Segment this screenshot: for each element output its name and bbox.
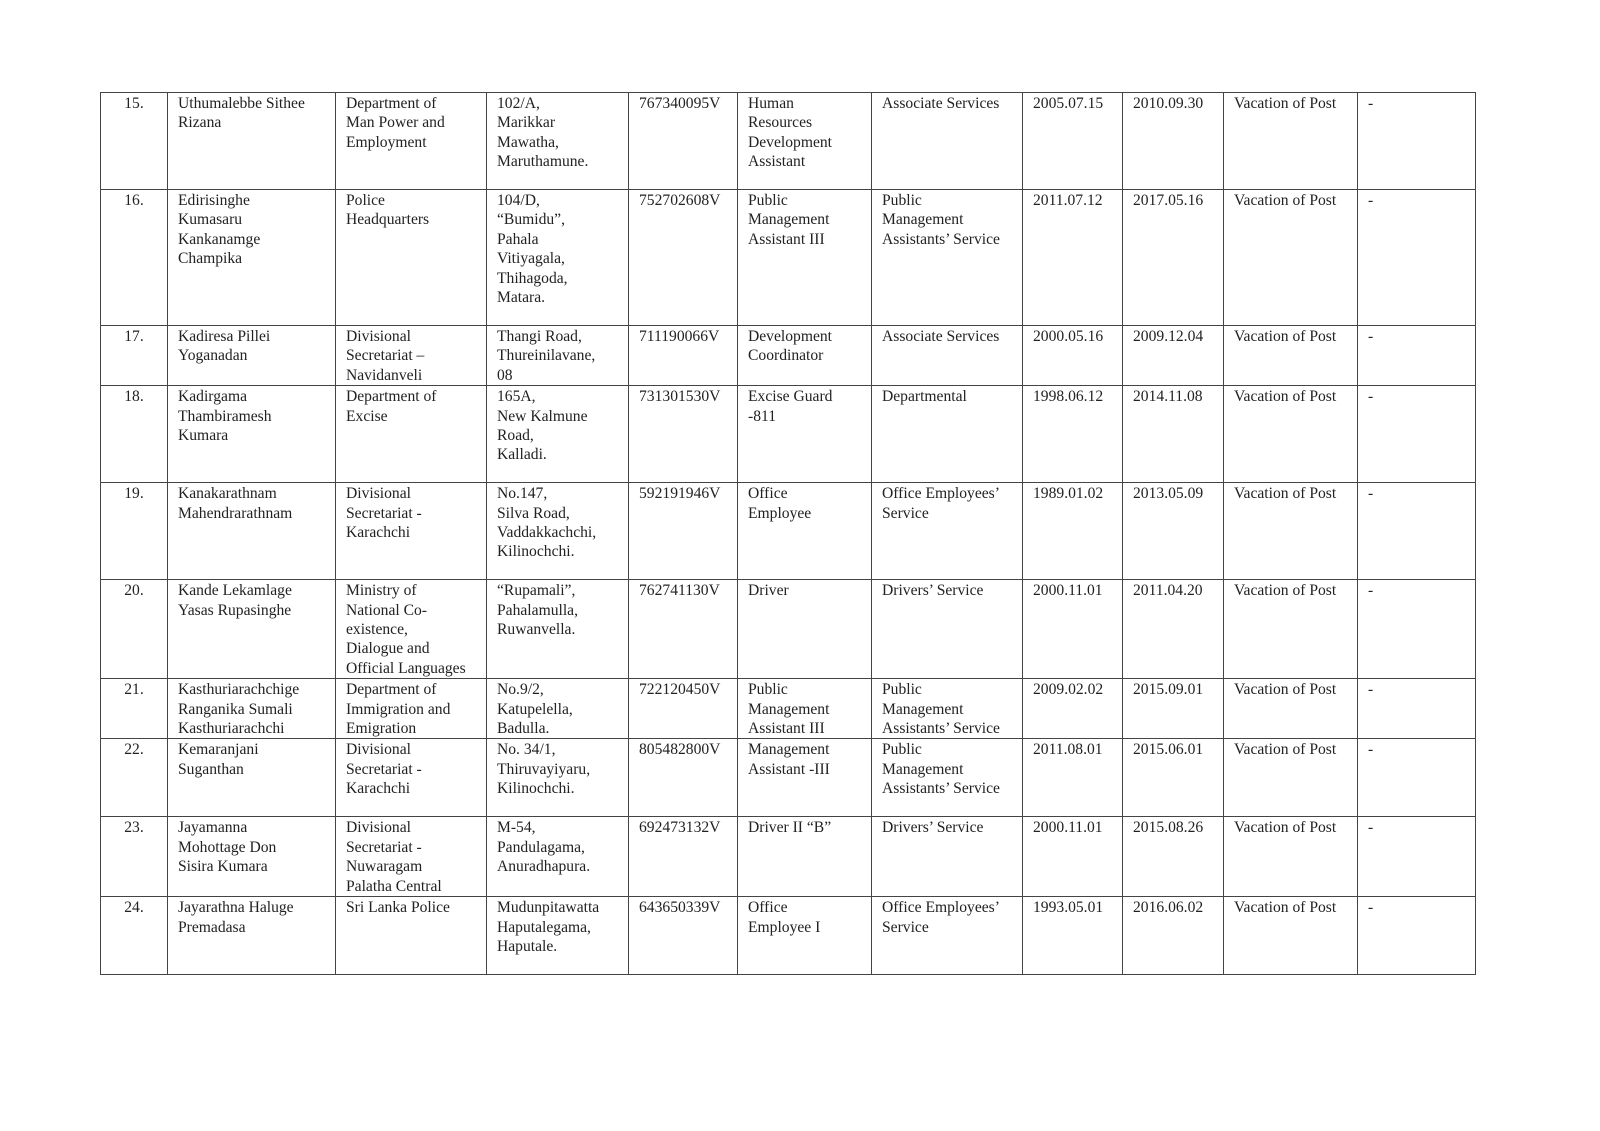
cell-post: Driver [738,580,872,679]
cell-address: No.9/2, Katupelella, Badulla. [487,679,629,739]
cell-reason: Vacation of Post [1224,386,1358,483]
cell-vacated: 2014.11.08 [1123,386,1224,483]
cell-reason: Vacation of Post [1224,326,1358,386]
table-row [101,580,1476,679]
cell-no: 22. [101,739,168,817]
table-row [101,739,1476,817]
cell-service: Drivers’ Service [872,817,1023,897]
cell-post: Office Employee I [738,897,872,975]
cell-nic: 722120450V [629,679,738,739]
cell-nic: 731301530V [629,386,738,483]
cell-no: 19. [101,483,168,580]
cell-address: Mudunpitawatta Haputalegama, Haputale. [487,897,629,975]
cell-remarks: - [1358,739,1476,817]
table-row [101,326,1476,386]
cell-name: Uthumalebbe Sithee Rizana [168,93,336,190]
cell-no: 24. [101,897,168,975]
cell-reason: Vacation of Post [1224,679,1358,739]
cell-post: Driver II “B” [738,817,872,897]
cell-post: Management Assistant -III [738,739,872,817]
cell-reason: Vacation of Post [1224,483,1358,580]
cell-vacated: 2015.08.26 [1123,817,1224,897]
table-row [101,93,1476,190]
cell-address: No.147, Silva Road, Vaddakkachchi, Kilinochchi. [487,483,629,580]
cell-vacated: 2009.12.04 [1123,326,1224,386]
cell-remarks: - [1358,679,1476,739]
cell-remarks: - [1358,326,1476,386]
cell-vacated: 2017.05.16 [1123,190,1224,326]
cell-service: Public Management Assistants’ Service [872,739,1023,817]
cell-remarks: - [1358,817,1476,897]
cell-institution: Divisional Secretariat - Nuwaragam Palatha Central [336,817,487,897]
cell-address: No. 34/1, Thiruvayiyaru, Kilinochchi. [487,739,629,817]
cell-service: Drivers’ Service [872,580,1023,679]
cell-nic: 592191946V [629,483,738,580]
cell-nic: 805482800V [629,739,738,817]
cell-service: Associate Services [872,326,1023,386]
cell-post: Development Coordinator [738,326,872,386]
cell-address: 104/D, “Bumidu”, Pahala Vitiyagala, Thihagoda, Matara. [487,190,629,326]
table-row [101,483,1476,580]
cell-vacated: 2013.05.09 [1123,483,1224,580]
cell-name: Kemaranjani Suganthan [168,739,336,817]
cell-name: Kadiresa Pillei Yoganadan [168,326,336,386]
table-row [101,679,1476,739]
cell-service: Public Management Assistants’ Service [872,190,1023,326]
cell-vacated: 2015.06.01 [1123,739,1224,817]
cell-name: Kanakarathnam Mahendrarathnam [168,483,336,580]
cell-nic: 767340095V [629,93,738,190]
cell-reason: Vacation of Post [1224,190,1358,326]
table-row [101,897,1476,975]
table-row [101,386,1476,483]
cell-post: Excise Guard -811 [738,386,872,483]
cell-appointed: 1989.01.02 [1023,483,1123,580]
cell-post: Office Employee [738,483,872,580]
cell-name: Kadirgama Thambiramesh Kumara [168,386,336,483]
cell-appointed: 2011.07.12 [1023,190,1123,326]
cell-no: 20. [101,580,168,679]
cell-address: “Rupamali”, Pahalamulla, Ruwanvella. [487,580,629,679]
cell-institution: Divisional Secretariat - Karachchi [336,739,487,817]
cell-name: Kasthuriarachchige Ranganika Sumali Kasthuriarachchi [168,679,336,739]
cell-name: Jayamanna Mohottage Don Sisira Kumara [168,817,336,897]
cell-no: 18. [101,386,168,483]
cell-no: 15. [101,93,168,190]
cell-appointed: 2000.11.01 [1023,580,1123,679]
cell-name: Jayarathna Haluge Premadasa [168,897,336,975]
cell-reason: Vacation of Post [1224,93,1358,190]
cell-appointed: 1993.05.01 [1023,897,1123,975]
cell-service: Associate Services [872,93,1023,190]
cell-reason: Vacation of Post [1224,897,1358,975]
cell-reason: Vacation of Post [1224,739,1358,817]
cell-remarks: - [1358,190,1476,326]
cell-institution: Divisional Secretariat – Navidanveli [336,326,487,386]
cell-service: Office Employees’ Service [872,483,1023,580]
cell-reason: Vacation of Post [1224,817,1358,897]
table-row [101,190,1476,326]
cell-remarks: - [1358,580,1476,679]
cell-address: M-54, Pandulagama, Anuradhapura. [487,817,629,897]
cell-address: 165A, New Kalmune Road, Kalladi. [487,386,629,483]
cell-vacated: 2010.09.30 [1123,93,1224,190]
cell-service: Public Management Assistants’ Service [872,679,1023,739]
cell-appointed: 2000.11.01 [1023,817,1123,897]
cell-institution: Police Headquarters [336,190,487,326]
cell-institution: Department of Man Power and Employment [336,93,487,190]
cell-no: 17. [101,326,168,386]
cell-address: 102/A, Marikkar Mawatha, Maruthamune. [487,93,629,190]
cell-appointed: 2011.08.01 [1023,739,1123,817]
cell-nic: 643650339V [629,897,738,975]
cell-post: Public Management Assistant III [738,679,872,739]
cell-no: 16. [101,190,168,326]
cell-appointed: 2005.07.15 [1023,93,1123,190]
cell-nic: 711190066V [629,326,738,386]
cell-institution: Sri Lanka Police [336,897,487,975]
cell-remarks: - [1358,897,1476,975]
cell-no: 21. [101,679,168,739]
cell-name: Kande Lekamlage Yasas Rupasinghe [168,580,336,679]
cell-service: Office Employees’ Service [872,897,1023,975]
cell-institution: Ministry of National Co- existence, Dialogue and Official Languages [336,580,487,679]
cell-institution: Department of Immigration and Emigration [336,679,487,739]
cell-nic: 692473132V [629,817,738,897]
cell-nic: 752702608V [629,190,738,326]
cell-address: Thangi Road, Thureinilavane, 08 [487,326,629,386]
cell-service: Departmental [872,386,1023,483]
cell-post: Human Resources Development Assistant [738,93,872,190]
cell-institution: Divisional Secretariat - Karachchi [336,483,487,580]
cell-vacated: 2015.09.01 [1123,679,1224,739]
cell-name: Edirisinghe Kumasaru Kankanamge Champika [168,190,336,326]
cell-vacated: 2011.04.20 [1123,580,1224,679]
cell-remarks: - [1358,386,1476,483]
cell-appointed: 2009.02.02 [1023,679,1123,739]
table-row [101,817,1476,897]
cell-remarks: - [1358,93,1476,190]
cell-reason: Vacation of Post [1224,580,1358,679]
cell-appointed: 2000.05.16 [1023,326,1123,386]
vacation-of-post-table [100,92,1476,975]
cell-institution: Department of Excise [336,386,487,483]
cell-nic: 762741130V [629,580,738,679]
cell-post: Public Management Assistant III [738,190,872,326]
cell-no: 23. [101,817,168,897]
cell-vacated: 2016.06.02 [1123,897,1224,975]
cell-appointed: 1998.06.12 [1023,386,1123,483]
cell-remarks: - [1358,483,1476,580]
